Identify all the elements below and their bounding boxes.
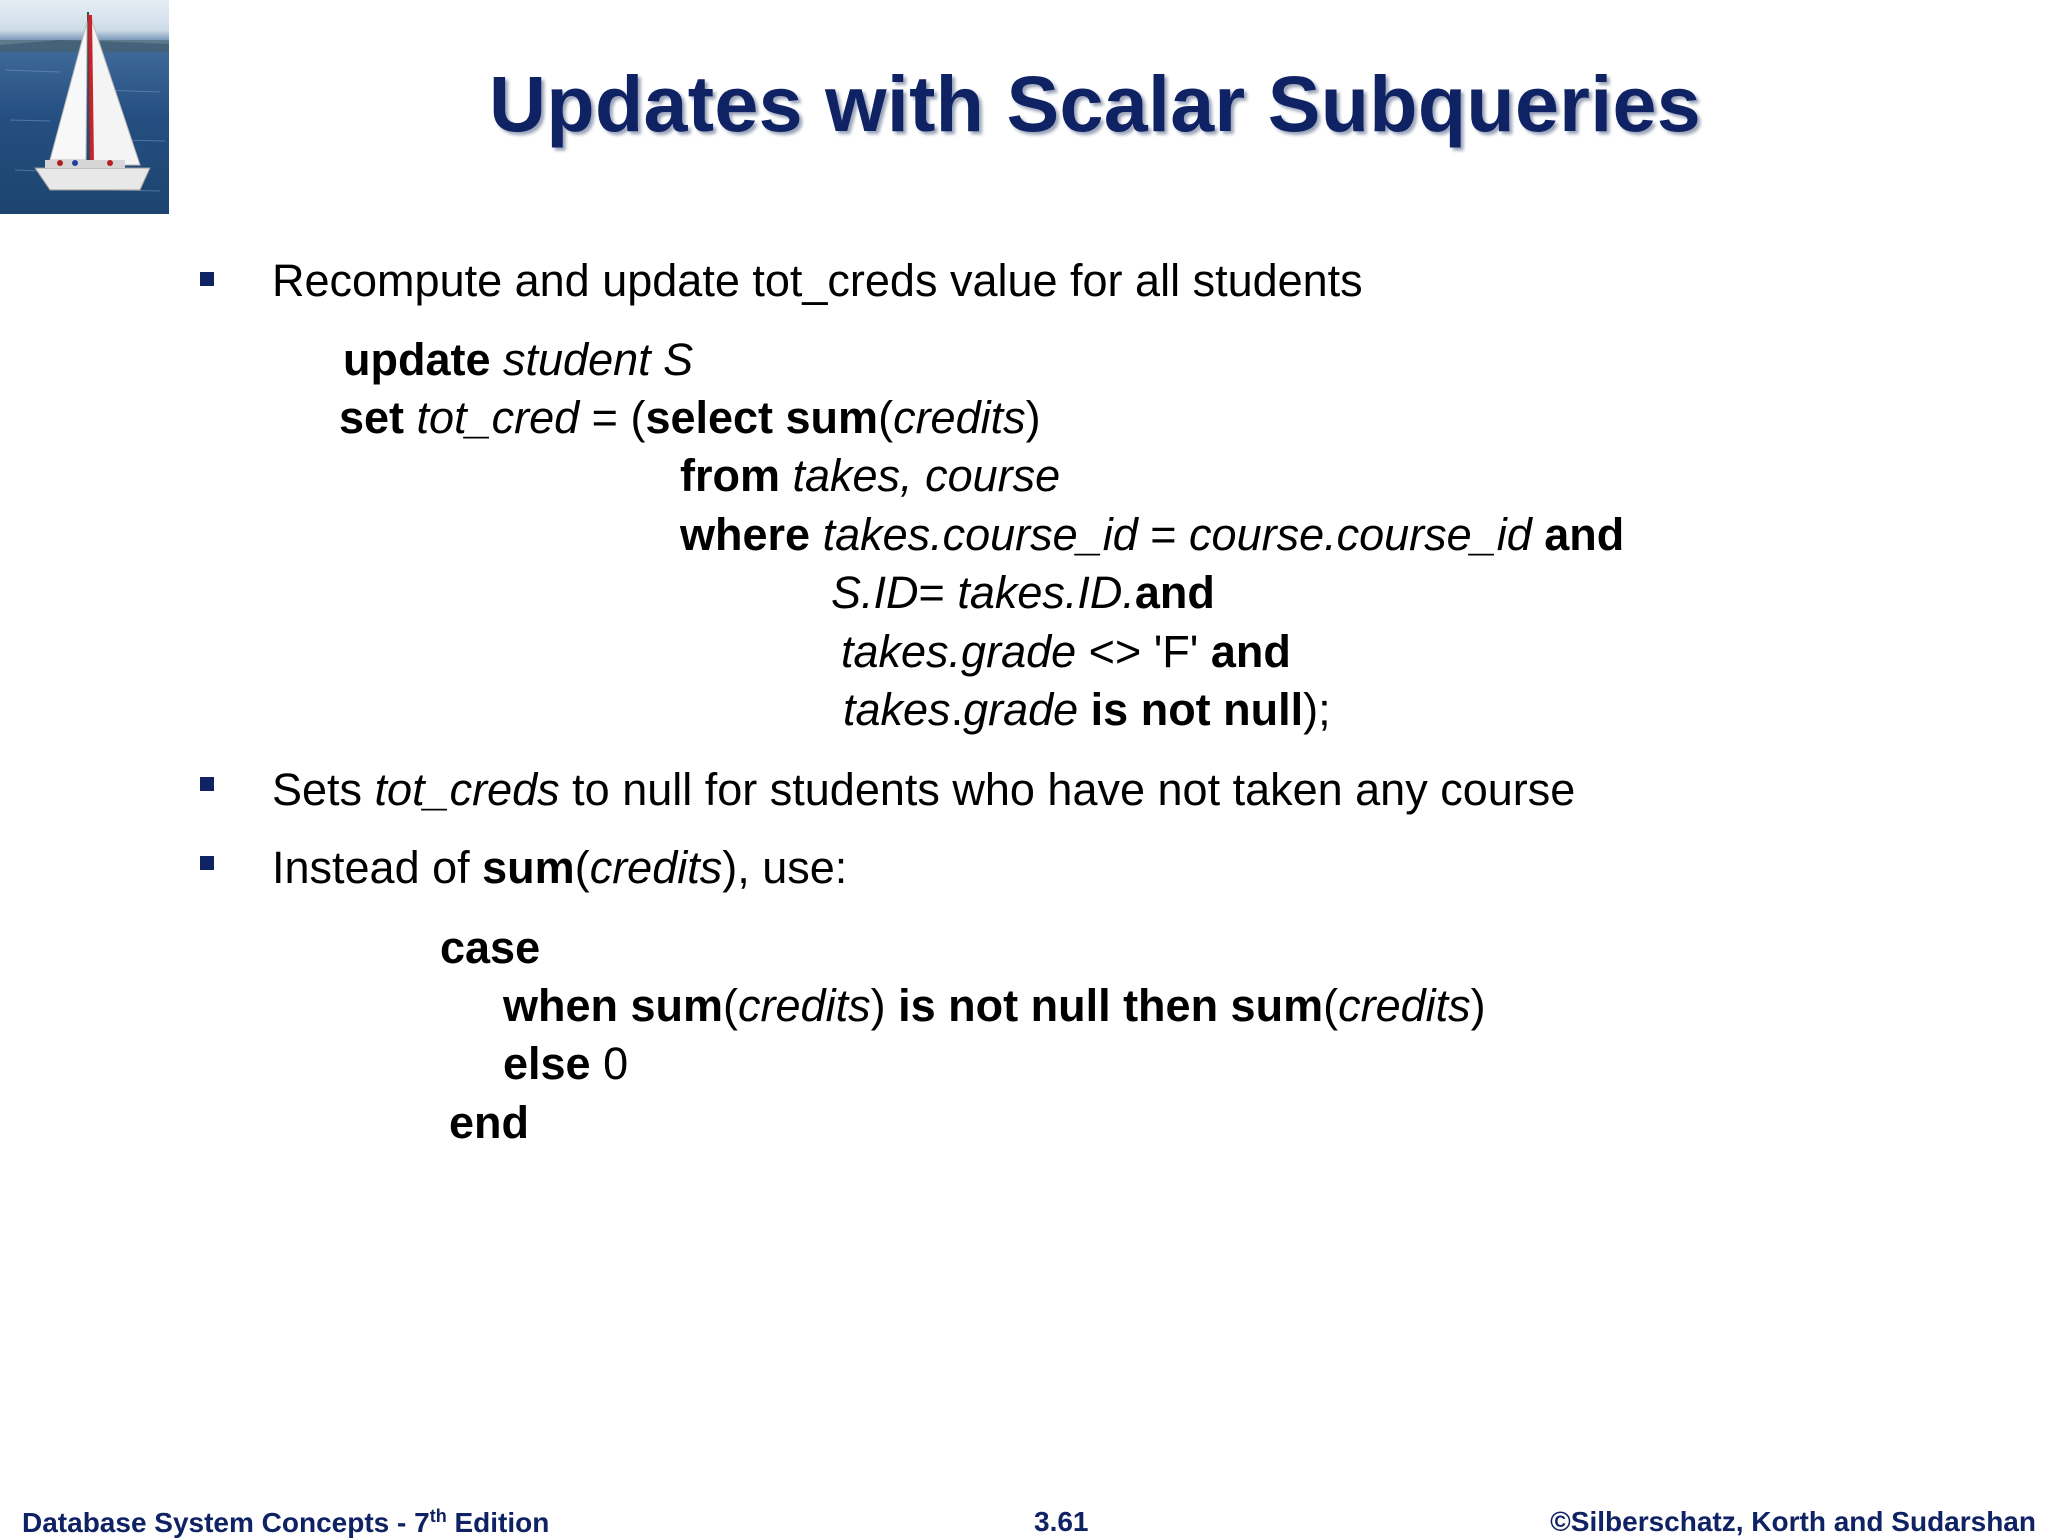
code-identifier: credits [893, 392, 1026, 443]
slide-title: Updates with Scalar Subqueries [489, 59, 1701, 148]
code-text: ( [723, 980, 739, 1031]
bullet-text: ( [574, 842, 590, 893]
code-keyword: when sum [503, 980, 724, 1031]
sailboat-icon [0, 0, 169, 214]
code-text: ) [1025, 392, 1041, 443]
code-identifier: S.ID [831, 567, 919, 618]
code1-line5 [831, 567, 1215, 618]
bullet-marker [200, 777, 214, 791]
code-text: ) [870, 980, 899, 1031]
footer-text: Edition [446, 1507, 550, 1538]
code-identifier: takes.grade [841, 626, 1077, 677]
code-keyword: and [1210, 626, 1291, 677]
code-keyword: and [1134, 567, 1215, 618]
code-identifier: credits [1338, 980, 1471, 1031]
bullet-marker [200, 272, 214, 286]
code-keyword: is not null [1078, 684, 1304, 735]
bullet-3-text [272, 842, 848, 893]
footer-copyright: ©Silberschatz, Korth and Sudarshan [1550, 1506, 2036, 1537]
code-text: ); [1303, 684, 1331, 735]
bullet-2-text [272, 764, 1576, 815]
code-text: . [950, 684, 964, 735]
bullet-text: ), use: [722, 842, 848, 893]
code1-line6 [841, 626, 1291, 677]
code-keyword: from [680, 450, 780, 501]
code-keyword: and [1544, 509, 1625, 560]
code2-line3 [503, 1038, 629, 1089]
sailboat-logo-image [0, 0, 169, 214]
code-identifier: takes.ID. [957, 567, 1135, 618]
code-keyword: end [449, 1097, 530, 1148]
footer-book-title [22, 1506, 549, 1539]
footer-superscript: th [429, 1506, 447, 1526]
code-text: 0 [590, 1038, 629, 1089]
code-identifier: student S [490, 334, 694, 385]
code1-line3 [680, 450, 1061, 501]
bullet-text: Sets [272, 764, 375, 815]
code-keyword: set [339, 392, 405, 443]
code-keyword: where [680, 509, 811, 560]
bullet-keyword: sum [482, 842, 575, 893]
bullet-identifier: credits [589, 842, 723, 893]
code1-line2 [339, 392, 1041, 443]
code-identifier: course.course_id [1189, 509, 1545, 560]
code2-line2 [503, 980, 1486, 1031]
footer-slide-number: 3.61 [1034, 1506, 1089, 1537]
code-keyword: else [503, 1038, 591, 1089]
code-text: ( [878, 392, 894, 443]
footer-text: Database System Concepts - 7 [22, 1507, 430, 1538]
code1-line1 [343, 334, 694, 385]
code-keyword: update [343, 334, 491, 385]
bullet-identifier: tot_creds [374, 764, 560, 815]
code-text: = [1137, 509, 1190, 560]
code-identifier: grade [963, 684, 1079, 735]
code1-line7 [843, 684, 1331, 735]
bullet-marker [200, 856, 214, 870]
code-keyword: is not null then sum [898, 980, 1324, 1031]
code-text: = ( [579, 392, 646, 443]
code-text: <> 'F' [1076, 626, 1211, 677]
code-identifier: credits [738, 980, 871, 1031]
code-text: ) [1470, 980, 1486, 1031]
code-identifier: takes [843, 684, 951, 735]
code-text: ( [1323, 980, 1339, 1031]
code1-line4 [680, 509, 1625, 560]
code2-line1 [440, 922, 541, 973]
code-identifier: tot_cred [404, 392, 580, 443]
bullet-text: Instead of [272, 842, 483, 893]
bullet-text: to null for students who have not taken any course [559, 764, 1576, 815]
code-identifier: takes, course [780, 450, 1061, 501]
code2-line4 [449, 1097, 530, 1148]
code-keyword: select sum [645, 392, 879, 443]
code-keyword: case [440, 922, 541, 973]
bullet-1-text: Recompute and update tot_creds value for all students [272, 255, 1363, 306]
code-identifier: takes.course_id [810, 509, 1138, 560]
code-text: = [918, 567, 958, 618]
